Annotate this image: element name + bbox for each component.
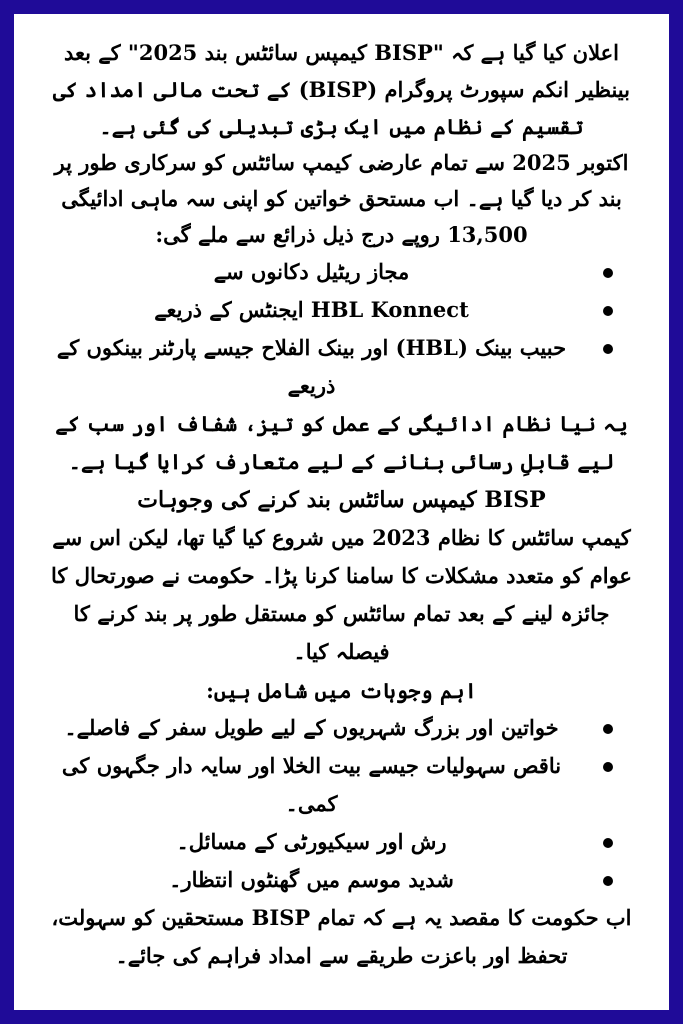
reason-text: خواتین اور بزرگ شہریوں کے لیے طویل سفر کے فاصلے۔ [64, 715, 559, 740]
bullet-icon [603, 876, 613, 886]
reason-item [50, 747, 633, 823]
reason-item [50, 709, 633, 747]
payment-channel-text: حبیب بینک (HBL) اور بینک الفلاح جیسے پارٹنر بینکوں کے ذریعے [56, 335, 567, 398]
payment-channel-text: مجاز ریٹیل دکانوں سے [213, 259, 410, 284]
payment-channel-text: HBL Konnect ایجنٹس کے ذریعے [154, 297, 469, 322]
bullet-icon [603, 724, 613, 734]
intro-paragraph: اعلان کیا گیا ہے کہ "BISP کیمپس سائٹس بند 2025" کے بعد بینظیر انکم سپورٹ پروگرام (BISP) کے تحت مالی امداد کی تقسیم کے نظام میں ایک بڑی تبدیلی کی گئی ہے۔ [53, 40, 630, 139]
reason-text: ناقص سہولیات جیسے بیت الخلا اور سایہ دار جگہوں کی کمی۔ [61, 753, 562, 816]
payment-channel-item [50, 253, 633, 291]
reasons-intro: اہم وجوہات میں شامل ہیں: [206, 678, 477, 703]
payment-channel-item [50, 329, 633, 405]
payment-channels-list [50, 253, 633, 405]
bullet-icon [603, 344, 613, 354]
article-panel [14, 14, 669, 1010]
reason-text: رش اور سیکیورٹی کے مسائل۔ [176, 829, 447, 854]
reason-item [50, 861, 633, 899]
october-paragraph: اکتوبر 2025 سے تمام عارضی کیمپ سائٹس کو سرکاری طور پر بند کر دیا گیا ہے۔ اب مستحق خواتین کو اپنی سہ ماہی ادائیگی 13,500 روپے درج ذیل ذرائع سے ملے گی: [54, 150, 629, 247]
reason-text: شدید موسم میں گھنٹوں انتظار۔ [169, 867, 454, 892]
background-paragraph: کیمپ سائٹس کا نظام 2023 میں شروع کیا گیا تھا، لیکن اس سے عوام کو متعدد مشکلات کا سامنا کرنا پڑا۔ حکومت نے صورتحال کا جائزہ لینے کے بعد تمام سائٹس کو مستقل طور پر بند کرنے کا فیصلہ کیا۔ [51, 525, 632, 664]
bullet-icon [603, 268, 613, 278]
bullet-icon [603, 838, 613, 848]
bullet-icon [603, 306, 613, 316]
reasons-heading: BISP کیمپس سائٹس بند کرنے کی وجوہات [137, 487, 546, 513]
reasons-list [50, 709, 633, 899]
payment-channel-item [50, 291, 633, 329]
reason-item [50, 823, 633, 861]
conclusion-paragraph: اب حکومت کا مقصد یہ ہے کہ تمام BISP مستحقین کو سہولت، تحفظ اور باعزت طریقے سے امداد فراہم کی جائے۔ [51, 905, 632, 968]
system-note-paragraph: یہ نیا نظام ادائیگی کے عمل کو تیز، شفاف اور سب کے لیے قابلِ رسائی بنانے کے لیے متعارف کرایا گیا ہے۔ [55, 411, 628, 474]
bullet-icon [603, 762, 613, 772]
